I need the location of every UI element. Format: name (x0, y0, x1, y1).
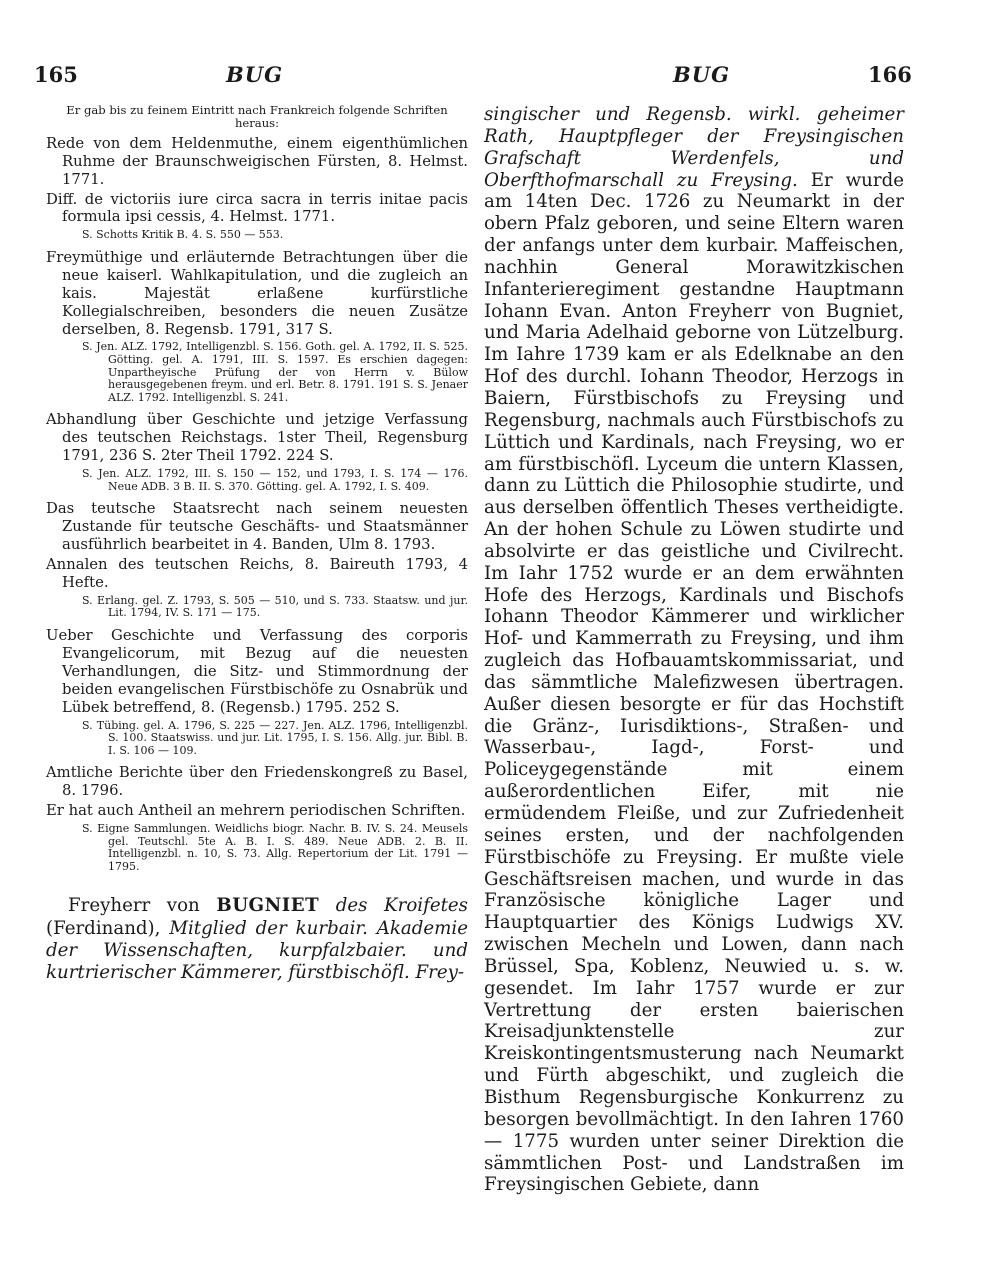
work-entry: Ueber Geschichte und Verfassung des corporis Evangelicorum, mit Bezug auf die neuesten Verhandlungen, die Sitz- und Stimmordnung der beiden evangelischen Fürstbischöfe zu Osnabrük und Lübek betreffend, 8. (Regensb.) 1795. 252 S. (46, 627, 468, 716)
biography-body: Er wurde am 14ten Dec. 1726 zu Neumarkt in der obern Pfalz geboren, und seine Eltern waren der anfangs unter dem kurbair. Maffeischen, nachhin General Morawitzkischen Infanterieregiment gestandne Hauptmann Iohann Evan. Anton Freyherr von Bugniet, und Maria Adelhaid geborne von Lützelburg. Im Iahre 1739 kam er als Edelknabe an den Hof des durchl. Iohann Theodor, Herzogs in Baiern, Fürstbischofs zu Freysing und Regensburg, nachmals auch Fürstbischofs zu Lüttich und Kardinals, nach Freysing, wo er am fürstbischöfl. Lyceum die untern Klassen, dann zu Lüttich die Philosophie studirte, und aus derselben öffentlich Theses vertheidigte. An der hohen Schule zu Löwen studirte und absolvirte er das geistliche und Civilrecht. Im Iahr 1752 wurde er an dem erwähnten Hofe des Herzogs, Kardinals und Bischofs Iohann Theodor Kämmerer und wirklicher Hof- und Kammerrath zu Freysing, und ihm zugleich das Hofbauamtskommissariat, und das sämmtliche Malefizwesen übertragen. Außer diesen besorgte er für das Hochstift die Gränz-, Iurisdiktions-, Straßen- und Wasserbau-, Iagd-, Forst- und Policeygegenstände mit einem außerordentlichen Eifer, mit nie ermüdendem Fleiße, und zur Zufriedenheit seines ersten, und der nachfolgenden Fürstbischöfe zu Freysing. Er mußte viele Geschäftsreisen machen, und wurde in das Französische königliche Lager und Hauptquartier des Königs Ludwigs XV. zwischen Mecheln und Lowen, dann nach Brüssel, Spa, Koblenz, Neuwied u. s. w. gesendet. Im Iahr 1757 wurde er zur Vertrettung der ersten baierischen Kreisadjunktenstelle zur Kreiskontingentsmusterung nach Neumarkt und Fürth abgeschikt, und zugleich die Bisthum Regensburgische Konkurrenz zu besorgen bevollmächtigt. In den Iahren 1760 — 1775 wurden unter seiner Direktion die sämmtlichen Post- und Landstraßen im Freysingischen Gebiete, dann (484, 169, 904, 1196)
work-entry: Rede von dem Heldenmuthe, einem eigenthümlichen Ruhme der Braunschweigischen Fürsten, 8. Helmst. 1771. (46, 134, 468, 188)
work-review-reference: S. Eigne Sammlungen. Weidlichs biogr. Nachr. B. IV. S. 24. Meusels gel. Teutschl. 5te A. B. I. S. 489. Neue ADB. 2. B. II. Intelligenzbl. n. 10, S. 73. Allg. Repertorium der Lit. 1791 — 1795. (82, 822, 468, 873)
work-entry: Das teutsche Staatsrecht nach seinem neuesten Zustande für teutsche Geschäfts- und Staatsmänner ausführlich bearbeitet in 4. Banden, Ulm 8. 1793. (46, 500, 468, 554)
biography-titles-continued: singischer und Regensb. wirkl. geheimer Rath, Hauptpfleger der Freysingischen Grafschaft Werdenfels, und Oberfthofmarschall zu Freysing. (484, 104, 904, 191)
right-page-number: 166 (868, 62, 912, 87)
work-entry: Diff. de victoriis iure circa sacra in terris initae pacis formula ipsi cessis, 4. Helmst. 1771. (46, 190, 468, 226)
work-review-reference: S. Jen. ALZ. 1792, III. S. 150 — 152, und 1793, I. S. 174 — 176. Neue ADB. 3 B. II. S. 370. Götting. gel. A. 1792, I. S. 409. (82, 467, 468, 493)
page-header (0, 62, 1000, 98)
work-review-reference: S. Schotts Kritik B. 4. S. 550 — 553. (82, 228, 284, 242)
work-entry: Er hat auch Antheil an mehrern periodischen Schriften. (46, 802, 466, 820)
work-entry: Abhandlung über Geschichte und jetzige Verfassung des teutschen Reichstags. 1ster Theil, Regensburg 1791, 236 S. 2ter Theil 1792. 224 S. (46, 411, 468, 465)
work-review-reference: S. Erlang. gel. Z. 1793, S. 505 — 510, und S. 733. Staatsw. und jur. Lit. 1794, IV. S. 171 — 175. (82, 593, 468, 620)
bugniet-entry-heading (46, 895, 468, 983)
works-list (46, 135, 468, 874)
work-entry: Freymüthige und erläuternde Betrachtungen über die neue kaiserl. Wahlkapitulation, und die zugleich an kais. Majestät erlaßene kurfürstliche Kollegialschreiben, besonders die neuen Zusätze derselben, 8. Regensb. 1791, 317 S. (46, 248, 468, 338)
left-page-number: 165 (34, 62, 78, 87)
work-entry: Amtliche Berichte über den Friedenskongreß zu Basel, 8. 1796. (46, 764, 468, 800)
work-review-reference: S. Jen. ALZ. 1792, Intelligenzbl. S. 156. Goth. gel. A. 1792, II. S. 525. Götting. gel. A. 1791, III. S. 1597. Es erschien dagegen: Unpartheyische Prüfung der von Herrn v. Bülow herausgegebenen freym. und erl. Betr. 8. 1791. 191 S. S. Jenaer ALZ. 1792. Intelligenzbl. S. 241. (82, 340, 468, 404)
bugniet-surname: BUGNIET (216, 895, 320, 917)
work-entry: Annalen des teutschen Reichs, 8. Baireuth 1793, 4 Hefte. (46, 556, 468, 591)
left-running-head: BUG (226, 62, 283, 87)
right-running-head: BUG (673, 62, 730, 87)
bugniet-epithet: des Kroifetes (335, 895, 468, 917)
works-intro: Er gab bis zu feinem Eintritt nach Frankreich folgende Schriften heraus: (66, 103, 448, 131)
left-column (46, 104, 468, 984)
bugniet-prefix: Freyherr von (68, 895, 200, 917)
bugniet-forename: (Ferdinand), (46, 917, 161, 939)
right-column (484, 104, 904, 1196)
bugniet-titles: Mitglied der kurbair. Akademie der Wissenschaften, kurpfalzbaier. und kurtrierischer Kämmerer, fürstbischöfl. Frey- (46, 917, 468, 983)
work-review-reference: S. Tübing. gel. A. 1796, S. 225 — 227. Jen. ALZ. 1796, Intelligenzbl. S. 100. Staatswiss. und jur. Lit. 1795, I. S. 156. Allg. jur. Bibl. B. I. S. 106 — 109. (82, 718, 468, 757)
biography-text (484, 104, 904, 1196)
